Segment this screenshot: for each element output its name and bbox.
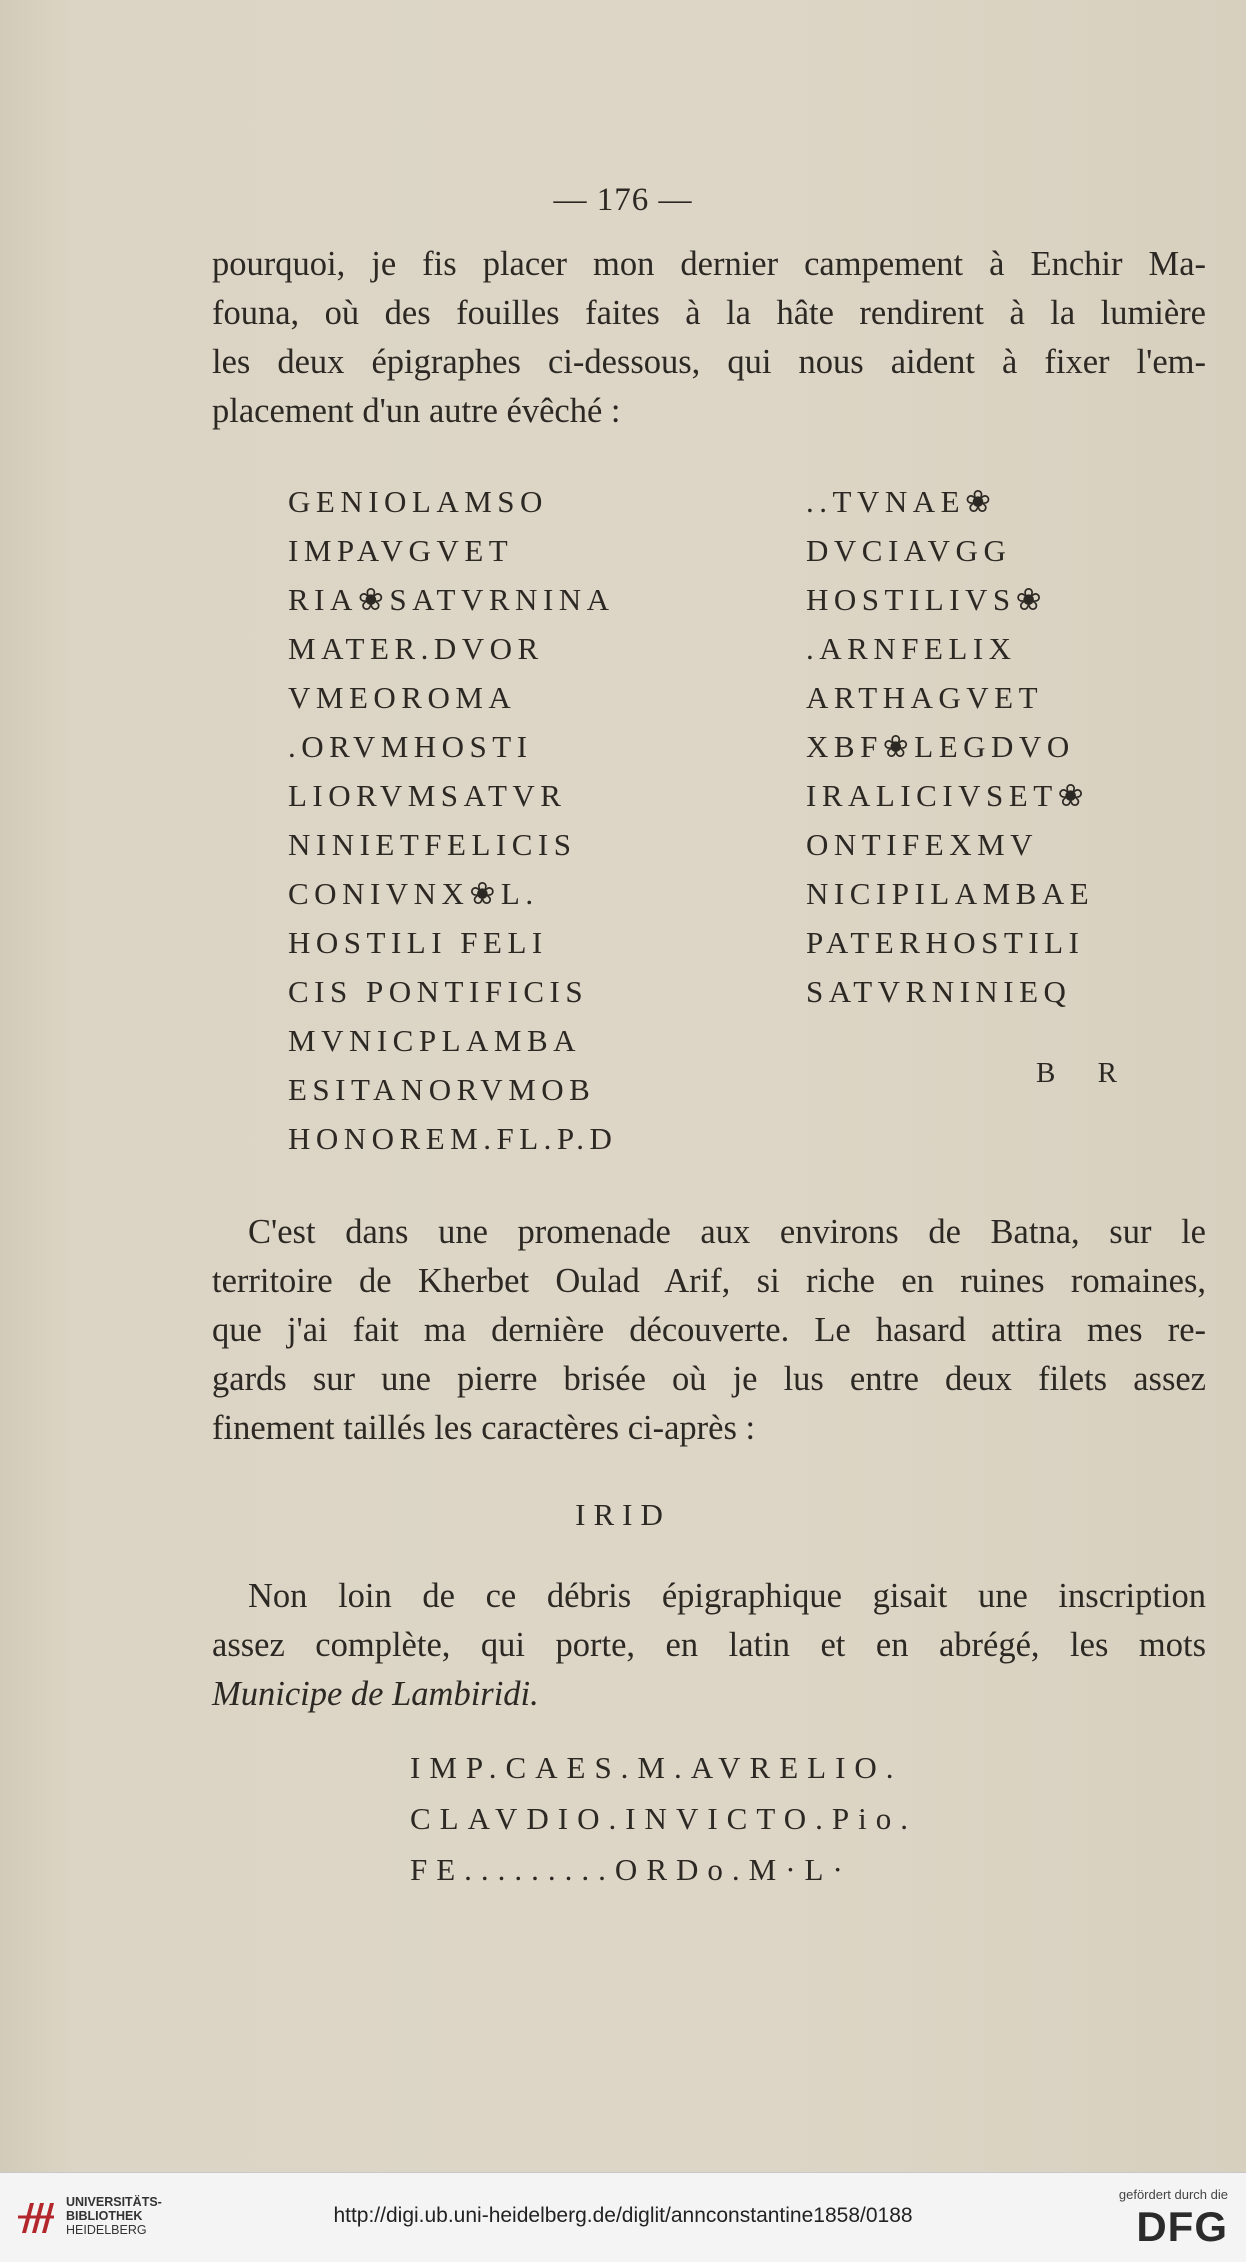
inscription-line: ONTIFEXMV — [806, 827, 1039, 862]
paragraph-line: founa, où des fouilles faites à la hâte rendirent à la lumière — [212, 294, 1206, 332]
inscription-line: IMPAVGVET — [288, 533, 514, 568]
inscription-line: VMEOROMA — [288, 680, 517, 715]
inscription-line: IMP.CAES.M.AVRELIO. — [410, 1750, 903, 1785]
inscription-bottom — [410, 1742, 917, 1895]
inscription-line: NICIPILAMBAE — [806, 876, 1095, 911]
dfg-logo: DFG — [1136, 2203, 1228, 2250]
inscription-line: GENIOLAMSO — [288, 484, 548, 519]
inscription-irid: IRID — [575, 1497, 671, 1532]
library-name-line: BIBLIOTHEK — [66, 2209, 143, 2223]
paragraph-line: que j'ai fait ma dernière découverte. Le hasard attira mes re- — [212, 1311, 1206, 1349]
inscription-line: NINIETFELICIS — [288, 827, 577, 862]
inscription-line: XBF❀LEGDVO — [806, 729, 1075, 764]
inscription-left — [288, 477, 617, 1163]
paragraph-2 — [212, 1208, 1206, 1453]
library-name-line: HEIDELBERG — [66, 2223, 147, 2237]
inscription-line: HOSTILIVS❀ — [806, 582, 1048, 617]
paragraph-line: placement d'un autre évêché : — [212, 392, 621, 430]
inscription-line: .ORVMHOSTI — [288, 729, 533, 764]
permalink-url[interactable]: http://digi.ub.uni-heidelberg.de/diglit/annconstantine1858/0188 — [333, 2204, 913, 2227]
paragraph-line: les deux épigraphes ci-dessous, qui nous aident à fixer l'em- — [212, 343, 1206, 381]
sponsor-caption: gefördert durch die — [1118, 2187, 1228, 2202]
inscription-line: CIS PONTIFICIS — [288, 974, 589, 1009]
paragraph-line: C'est dans une promenade aux environs de Batna, sur le — [248, 1213, 1206, 1251]
inscription-line: .ARNFELIX — [806, 631, 1017, 666]
paragraph-line: assez complète, qui porte, en latin et en abrégé, les mots — [212, 1626, 1206, 1664]
page-number: — 176 — — [553, 182, 693, 218]
inscription-line: ..TVNAE❀ — [806, 484, 997, 519]
inscription-line: CLAVDIO.INVICTO.Pio. — [410, 1801, 917, 1836]
paragraph-line: Non loin de ce débris épigraphique gisait une inscription — [248, 1577, 1206, 1615]
inscription-line: DVCIAVGG — [806, 533, 1012, 568]
inscription-line: HOSTILI FELI — [288, 925, 548, 960]
inscription-line: RIA❀SATVRNINA — [288, 582, 615, 617]
inscription-right-tail: B R — [1036, 1057, 1118, 1089]
footer-bar — [0, 2172, 1246, 2262]
paragraph-italic-phrase: Municipe de Lambiridi. — [212, 1675, 539, 1713]
inscription-line: MVNICPLAMBA — [288, 1023, 582, 1058]
inscription-line: ESITANORVMOB — [288, 1072, 596, 1107]
inscription-line: ARTHAGVET — [806, 680, 1044, 715]
inscription-line: LIORVMSATVR — [288, 778, 567, 813]
paragraph-line: gards sur une pierre brisée où je lus entre deux filets assez — [212, 1360, 1206, 1398]
paragraph-line: pourquoi, je fis placer mon dernier campement à Enchir Ma- — [212, 245, 1206, 283]
paragraph-line: finement taillés les caractères ci-après : — [212, 1409, 756, 1447]
inscription-right — [806, 477, 1094, 1016]
inscription-line: HONOREM.FL.P.D — [288, 1121, 618, 1156]
inscription-line: SATVRNINIEQ — [806, 974, 1072, 1009]
inscription-line: PATERHOSTILI — [806, 925, 1085, 960]
inscription-line: IRALICIVSET❀ — [806, 778, 1090, 813]
paragraph-3 — [212, 1572, 1206, 1719]
inscription-line: MATER.DVOR — [288, 631, 544, 666]
paragraph-1 — [212, 240, 1206, 436]
inscription-line: CONIVNX❀L. — [288, 876, 539, 911]
paragraph-line: territoire de Kherbet Oulad Arif, si riche en ruines romaines, — [212, 1262, 1206, 1300]
library-name-line: UNIVERSITÄTS- — [66, 2195, 162, 2209]
inscription-line: FE.........ORDo.M·L· — [410, 1852, 852, 1887]
